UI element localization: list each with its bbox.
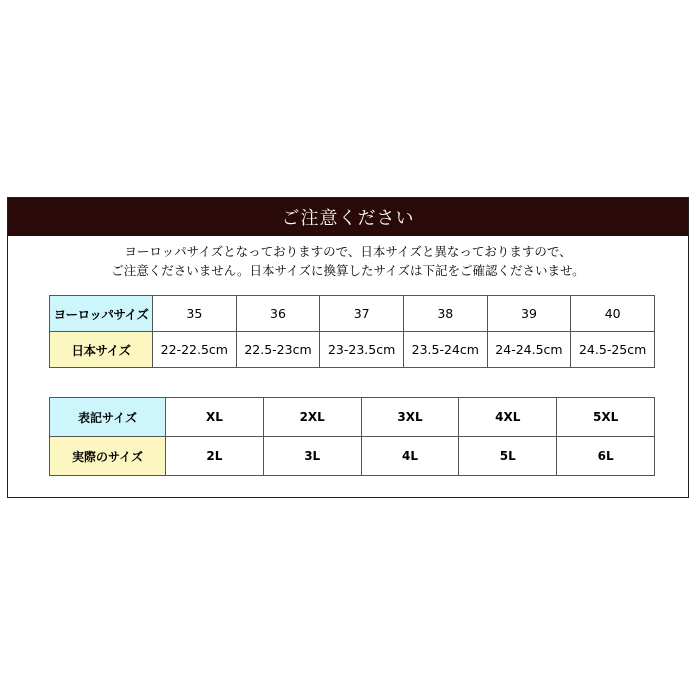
actual-size-header: 実際のサイズ — [50, 437, 166, 476]
notice-title: ご注意ください — [8, 198, 688, 236]
table-cell: 23.5-24cm — [403, 332, 487, 368]
table-cell: 3L — [263, 437, 361, 476]
table-cell: XL — [166, 398, 264, 437]
table-cell: 23-23.5cm — [320, 332, 404, 368]
table-cell: 39 — [487, 296, 571, 332]
table-row — [50, 332, 655, 368]
table-cell: 36 — [236, 296, 320, 332]
table-cell: 24.5-25cm — [571, 332, 655, 368]
table-cell: 40 — [571, 296, 655, 332]
table-cell: 37 — [320, 296, 404, 332]
japan-size-header: 日本サイズ — [50, 332, 153, 368]
table-cell: 4L — [361, 437, 459, 476]
table-cell: 35 — [153, 296, 237, 332]
table-cell: 6L — [557, 437, 655, 476]
notice-message — [8, 242, 688, 280]
table-cell: 24-24.5cm — [487, 332, 571, 368]
notice-line-1: ヨーロッパサイズとなっておりますので、日本サイズと異なっておりますので、 — [124, 244, 572, 259]
notice-line-2: ご注意くださいません。日本サイズに換算したサイズは下記をご確認くださいませ。 — [111, 263, 585, 278]
table-row — [50, 296, 655, 332]
table-cell: 4XL — [459, 398, 557, 437]
size-notice-panel — [7, 197, 689, 498]
table-cell: 2L — [166, 437, 264, 476]
shoe-size-table — [49, 295, 655, 368]
table-cell: 5XL — [557, 398, 655, 437]
table-cell: 22-22.5cm — [153, 332, 237, 368]
table-cell: 38 — [403, 296, 487, 332]
table-row — [50, 437, 655, 476]
table-cell: 2XL — [263, 398, 361, 437]
table-cell: 3XL — [361, 398, 459, 437]
labeled-size-header: 表記サイズ — [50, 398, 166, 437]
table-row — [50, 398, 655, 437]
european-size-header: ヨーロッパサイズ — [50, 296, 153, 332]
table-cell: 5L — [459, 437, 557, 476]
table-cell: 22.5-23cm — [236, 332, 320, 368]
clothing-size-table — [49, 397, 655, 476]
